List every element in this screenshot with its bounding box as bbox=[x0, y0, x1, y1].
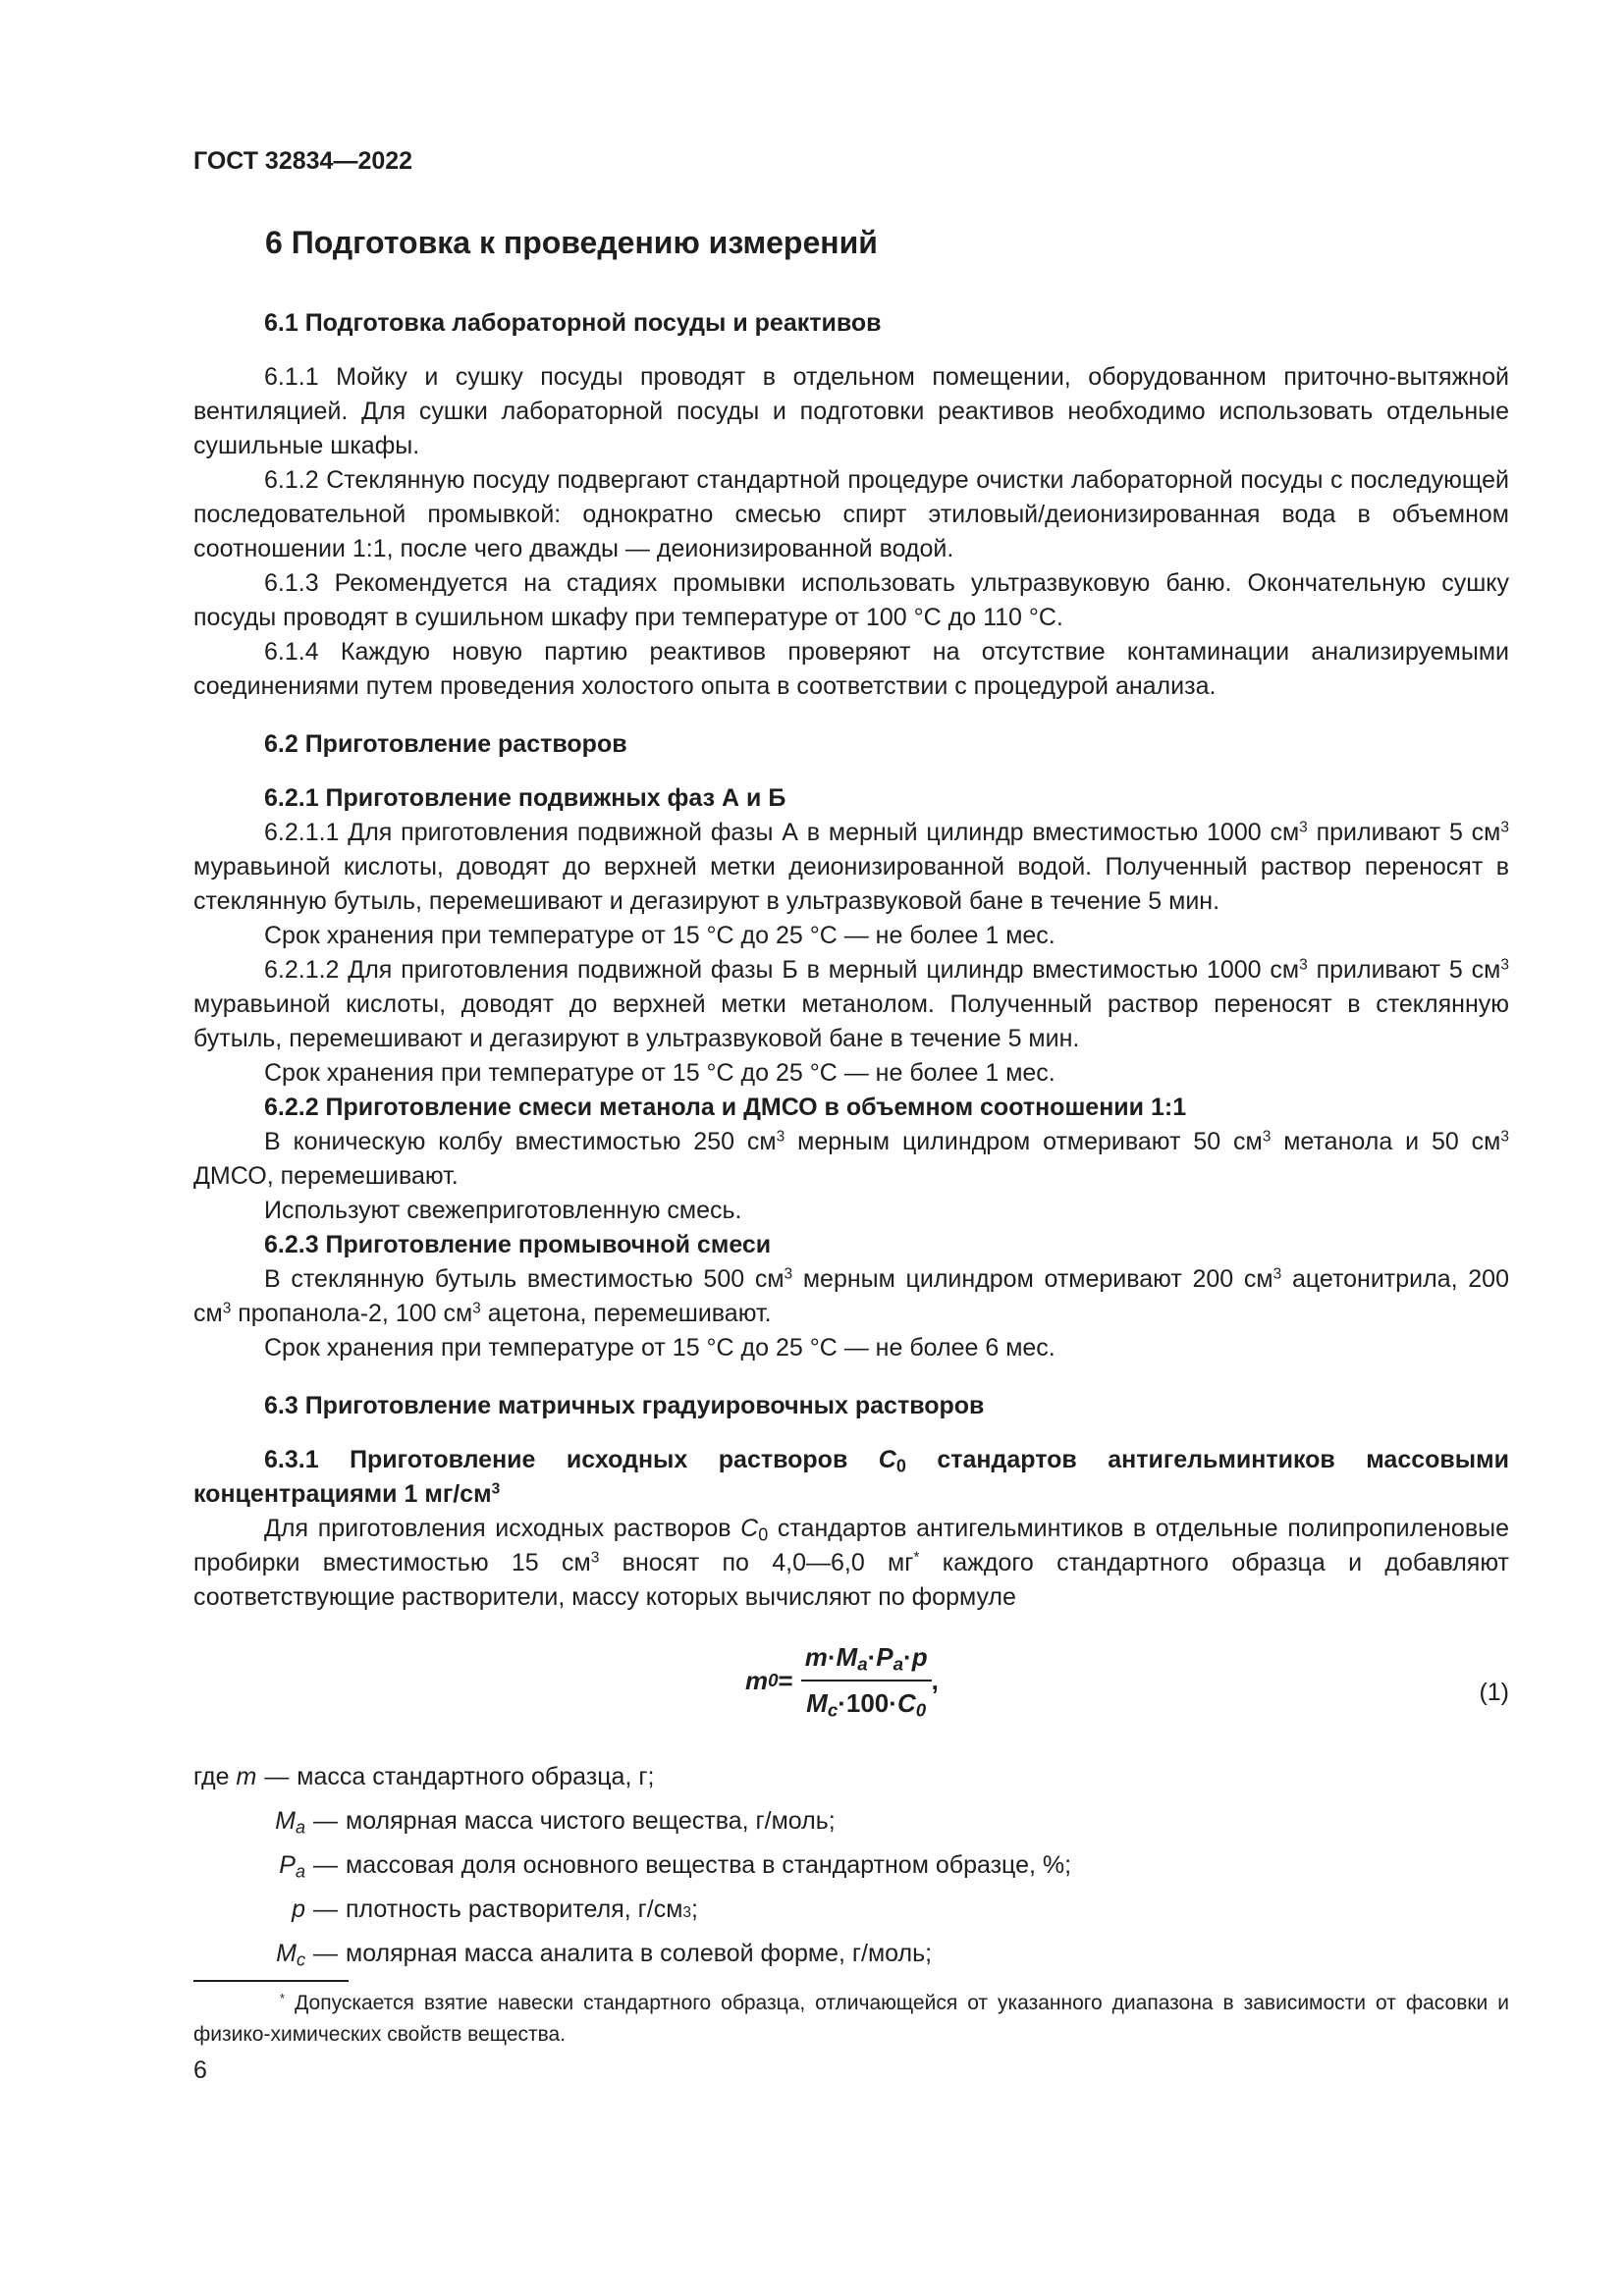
formula-number: (1) bbox=[1479, 1679, 1509, 1706]
formula-expression: m 0 = $\frac{m\cdot M_a\cdot P_a\cdot p}{M_c\cdot 100\cdot C_0}$ , bbox=[745, 1642, 939, 1721]
paragraph-6-1-4: 6.1.4 Каждую новую партию реактивов проверяют на отсутствие контаминации анализируемыми соединениями путем проведения холостого опыта в соответствии с процедурой анализа. bbox=[193, 638, 1509, 700]
paragraph-6-2-1-1: 6.2.1.1 Для приготовления подвижной фазы А в мерный цилиндр вместимостью 1000 $см^3$ приливают 5 $см^3$ муравьиной кислоты, доводят до верхней метки деионизированной водой. Полученный раствор переносят в стеклянную бутыль, перемешивают и дегазируют в ультразвуковой бане в течение 5 мин. bbox=[193, 819, 1509, 915]
formula-1 bbox=[193, 1627, 1509, 1735]
definition-m: где m — масса стандартного образца, г; bbox=[193, 1763, 655, 1790]
paragraph-6-3-1: Для приготовления исходных растворов $С_0$ стандартов антигельминтиков в отдельные полипропиленовые пробирки вместимостью 15 $см^3$ вносят по 4,0—6,0 мг* каждого стандартного образца и добавляют соответствующие растворители, массу которых вычисляют по формуле bbox=[193, 1515, 1509, 1611]
section-title: 6 Подготовка к проведению измерений bbox=[265, 225, 878, 260]
subsection-6-3-1-title: 6.3.1 Приготовление исходных растворов $С_0$ стандартов антигельминтиков массовыми концентрациями 1 $мг/см^3$ bbox=[193, 1446, 1509, 1508]
storage-note-1: Срок хранения при температуре от 15 °С до 25 °С — не более 1 мес. bbox=[264, 922, 1056, 949]
paragraph-6-2-3: В стеклянную бутыль вместимостью 500 $см^3$ мерным цилиндром отмеривают 200 $см^3$ ацетонитрила, 200 $см^3$ пропанола-2, 100 $см^3$ ацетона, перемешивают. bbox=[193, 1265, 1509, 1327]
formula-fraction bbox=[801, 1640, 932, 1721]
storage-note-2: Срок хранения при температуре от 15 °С до 25 °С — не более 1 мес. bbox=[264, 1059, 1056, 1087]
subsection-6-2-title: 6.2 Приготовление растворов bbox=[264, 730, 627, 758]
paragraph-6-2-2-use: Используют свежеприготовленную смесь. bbox=[264, 1197, 742, 1224]
paragraph-6-2-2: В коническую колбу вместимостью 250 $см^3$ мерным цилиндром отмеривают 50 $см^3$ метанола и 50 $см^3$ ДМСО, перемешивают. bbox=[193, 1128, 1509, 1190]
definition-pa: $P_a$ — массовая доля основного вещества в стандартном образце, %; bbox=[279, 1851, 1072, 1882]
paragraph-6-2-1-2: 6.2.1.2 Для приготовления подвижной фазы Б в мерный цилиндр вместимостью 1000 $см^3$ приливают 5 $см^3$ муравьиной кислоты, доводят до верхней метки метанолом. Полученный раствор переносят в стеклянную бутыль, перемешивают и дегазируют в ультразвуковой бане в течение 5 мин. bbox=[193, 956, 1509, 1052]
paragraph-6-1-3: 6.1.3 Рекомендуется на стадиях промывки использовать ультразвуковую баню. Окончательную сушку посуды проводят в сушильном шкафу при температуре от 100 °С до 110 °С. bbox=[193, 569, 1509, 631]
subsection-6-2-1-title: 6.2.1 Приготовление подвижных фаз А и Б bbox=[264, 784, 786, 812]
storage-note-3: Срок хранения при температуре от 15 °С до 25 °С — не более 6 мес. bbox=[264, 1334, 1056, 1362]
footnote-separator bbox=[193, 1980, 349, 1982]
subsection-6-1-title: 6.1 Подготовка лабораторной посуды и реактивов bbox=[264, 309, 882, 337]
formula-numerator: $m\cdot M_a\cdot P_a\cdot p$ bbox=[801, 1640, 932, 1682]
subsection-6-3-title: 6.3 Приготовление матричных градуировочных растворов bbox=[264, 1392, 985, 1419]
formula-definitions bbox=[193, 1760, 1509, 1981]
document-id-header: ГОСТ 32834—2022 bbox=[193, 147, 413, 175]
footnote: * Допускается взятие навески стандартного образца, отличающейся от указанного диапазона в зависимости от фасовки и физико-химических свойств вещества. bbox=[193, 1990, 1509, 2046]
definition-mc: $M_c$ — молярная масса аналита в солевой форме, г/моль; bbox=[276, 1940, 933, 1970]
subsection-6-2-3-title: 6.2.3 Приготовление промывочной смеси bbox=[264, 1231, 772, 1258]
footnote-reference: * bbox=[913, 1549, 920, 1567]
formula-denominator: $M_c\cdot 100\cdot C_0$ bbox=[806, 1688, 927, 1721]
page-number: 6 bbox=[193, 2056, 207, 2084]
document-body bbox=[193, 306, 1509, 1981]
paragraph-6-1-2: 6.1.2 Стеклянную посуду подвергают стандартной процедуре очистки лабораторной посуды с последующей последовательной промывкой: однократно смесью спирт этиловый/деионизированная вода в объемном соотношении 1:1, после чего дважды — деионизированной водой. bbox=[193, 466, 1509, 562]
definition-ma: $M_a$ — молярная масса чистого вещества, г/моль; bbox=[275, 1807, 836, 1838]
subsection-6-2-2-title: 6.2.2 Приготовление смеси метанола и ДМСО в объемном соотношении 1:1 bbox=[264, 1094, 1187, 1121]
paragraph-6-1-1: 6.1.1 Мойку и сушку посуды проводят в отдельном помещении, оборудованном приточно-вытяжной вентиляцией. Для сушки лабораторной посуды и подготовки реактивов необходимо использовать отдельные сушильные шкафы. bbox=[193, 363, 1509, 459]
definition-p: p — плотность растворителя, г/см 3 ; bbox=[292, 1896, 698, 1923]
